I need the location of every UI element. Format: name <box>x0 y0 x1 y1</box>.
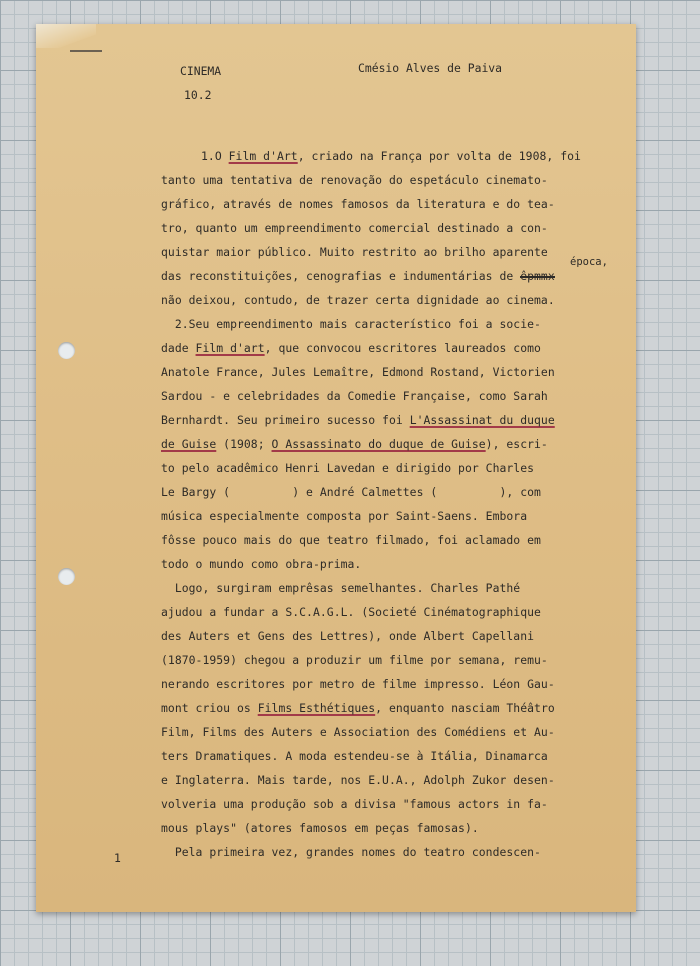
text-line <box>161 845 541 859</box>
text-run: 2.Seu empreendimento mais característico foi a socie- <box>161 317 541 331</box>
text-line <box>161 317 541 331</box>
underlined-title: L'Assassinat du duque <box>409 413 555 427</box>
text-run: Logo, surgiram emprêsas semelhantes. Charles Pathé <box>161 581 521 595</box>
section-label: CINEMA <box>180 64 222 78</box>
underlined-title: de Guise <box>161 437 217 451</box>
text-run: quistar maior público. Muito restrito ao brilho aparente <box>161 245 548 259</box>
text-line <box>161 797 548 811</box>
text-run: mous plays" (atores famosos em peças famosas). <box>161 821 479 835</box>
text-run: Bernhardt. Seu primeiro sucesso foi <box>161 413 410 427</box>
text-line <box>161 629 534 643</box>
body-text <box>161 149 621 889</box>
text-run: Film, Films des Auters e Association des Comédiens et Au- <box>161 725 555 739</box>
underlined-title: O Assassinato do duque de Guise <box>271 437 486 451</box>
text-line <box>161 365 555 379</box>
underlined-title: Films Esthétiques <box>257 701 376 715</box>
text-line <box>161 557 361 571</box>
text-run: ), escri- <box>485 437 548 451</box>
text-run: 1.O <box>201 149 229 163</box>
text-run: to pelo acadêmico Henri Lavedan e dirigido por Charles <box>161 461 535 475</box>
text-run: , criado na França por volta de 1908, foi <box>297 149 581 163</box>
text-run: música especialmente composta por Saint-Saens. Embora <box>161 509 528 523</box>
author-name: Cmésio Alves de Paiva <box>358 61 503 75</box>
text-line <box>161 293 555 307</box>
text-run: des Auters et Gens des Lettres), onde Albert Capellani <box>161 629 535 643</box>
text-run: das reconstituições, cenografias e indumentárias de <box>161 269 521 283</box>
text-run: nerando escritores por metro de filme impresso. Léon Gau- <box>161 677 555 691</box>
text-line <box>161 533 541 547</box>
punch-hole-bottom <box>58 568 75 585</box>
text-line <box>161 437 548 451</box>
text-run: volveria uma produção sob a divisa "famous actors in fa- <box>161 797 548 811</box>
text-line <box>161 605 541 619</box>
text-line <box>161 773 555 787</box>
underlined-title: Film d'art <box>195 341 265 355</box>
struck-text: êpmmx <box>520 269 555 283</box>
text-line <box>161 677 555 691</box>
text-run: Anatole France, Jules Lemaître, Edmond Rostand, Victorien <box>161 365 555 379</box>
text-line <box>161 341 541 355</box>
text-line <box>161 821 479 835</box>
typed-document-page <box>36 24 636 912</box>
text-run: ajudou a fundar a S.C.A.G.L. (Societé Cinématographique <box>161 605 541 619</box>
text-run: ters Dramatiques. A moda estendeu-se à Itália, Dinamarca <box>161 749 548 763</box>
text-line <box>161 725 555 739</box>
page-number: 1 <box>114 851 121 865</box>
text-run: Sardou - e celebridades da Comedie Française, como Sarah <box>161 389 548 403</box>
text-run: , que convocou escritores laureados como <box>264 341 541 355</box>
text-line <box>161 389 548 403</box>
text-line <box>201 149 581 163</box>
text-line <box>161 221 548 235</box>
text-line <box>161 197 555 211</box>
underlined-title: Film d'Art <box>228 149 298 163</box>
text-run: não deixou, contudo, de trazer certa dignidade ao cinema. <box>161 293 555 307</box>
handwritten-insertion: época, <box>570 256 608 268</box>
text-run: (1908; <box>216 437 272 451</box>
punch-hole-top <box>58 342 75 359</box>
text-line <box>161 581 520 595</box>
text-line <box>161 173 548 187</box>
text-line <box>161 245 548 259</box>
text-line <box>161 413 555 427</box>
text-run: gráfico, através de nomes famosos da literatura e do tea- <box>161 197 555 211</box>
text-run: e Inglaterra. Mais tarde, nos E.U.A., Adolph Zukor desen- <box>161 773 555 787</box>
folded-corner <box>36 24 96 48</box>
text-line <box>161 485 541 499</box>
text-run: Le Bargy ( ) e André Calmettes ( ), com <box>161 485 541 499</box>
text-run: , enquanto nasciam Théâtro <box>375 701 555 715</box>
text-line <box>161 701 555 715</box>
text-run: (1870-1959) chegou a produzir um filme por semana, remu- <box>161 653 548 667</box>
text-run: fôsse pouco mais do que teatro filmado, foi aclamado em <box>161 533 541 547</box>
text-line <box>161 749 548 763</box>
text-line <box>161 509 527 523</box>
text-run: mont criou os <box>161 701 258 715</box>
margin-mark <box>70 50 102 52</box>
text-line <box>161 653 548 667</box>
text-run: dade <box>161 341 196 355</box>
text-line <box>161 269 555 283</box>
text-run: tanto uma tentativa de renovação do espetáculo cinemato- <box>161 173 548 187</box>
text-line <box>161 461 534 475</box>
section-number: 10.2 <box>184 88 212 102</box>
text-run: tro, quanto um empreendimento comercial destinado a con- <box>161 221 548 235</box>
text-run: todo o mundo como obra-prima. <box>161 557 362 571</box>
text-run: Pela primeira vez, grandes nomes do teatro condescen- <box>161 845 541 859</box>
